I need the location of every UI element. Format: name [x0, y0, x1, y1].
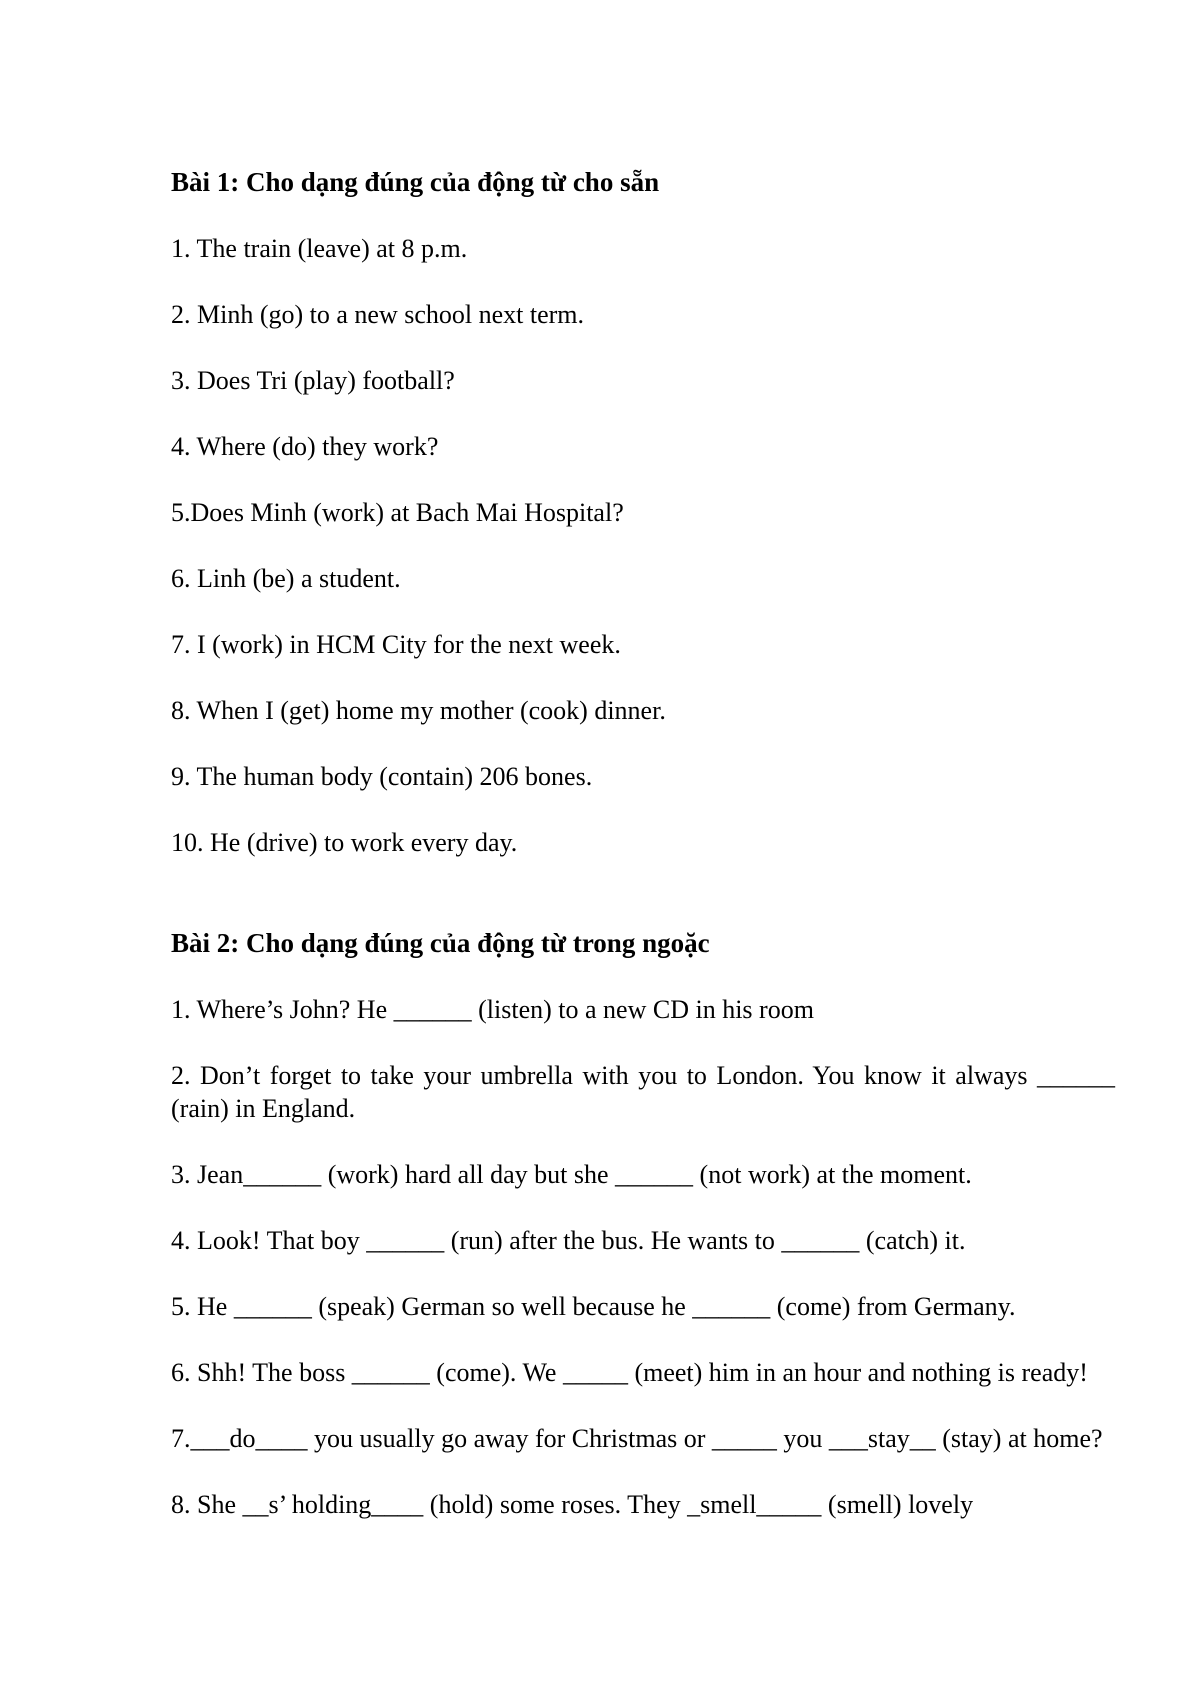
section-1-item-7: 7. I (work) in HCM City for the next week.	[171, 630, 621, 659]
section-1-item-6: 6. Linh (be) a student.	[171, 564, 401, 593]
section-1-item-3: 3. Does Tri (play) football?	[171, 366, 455, 395]
section-2-item-4: 4. Look! That boy ______ (run) after the bus. He wants to ______ (catch) it.	[171, 1226, 966, 1255]
section-2-heading: Bài 2: Cho dạng đúng của động từ trong ngoặc	[171, 928, 710, 958]
section-2-item-8: 8. She __s’ holding____ (hold) some roses. They _smell_____ (smell) lovely	[171, 1490, 974, 1519]
section-1-heading: Bài 1: Cho dạng đúng của động từ cho sẵn	[171, 167, 660, 197]
section-2-item-6: 6. Shh! The boss ______ (come). We _____ (meet) him in an hour and nothing is ready!	[171, 1358, 1088, 1387]
section-1-item-5: 5.Does Minh (work) at Bach Mai Hospital?	[171, 498, 624, 527]
section-2-item-3: 3. Jean______ (work) hard all day but she ______ (not work) at the moment.	[171, 1160, 972, 1189]
section-1-item-1: 1. The train (leave) at 8 p.m.	[171, 234, 468, 263]
section-1-item-4: 4. Where (do) they work?	[171, 432, 439, 461]
section-1-item-9: 9. The human body (contain) 206 bones.	[171, 762, 593, 791]
worksheet-page	[171, 166, 1115, 1521]
section-2-item-1: 1. Where’s John? He ______ (listen) to a new CD in his room	[171, 995, 814, 1024]
section-1-item-10: 10. He (drive) to work every day.	[171, 828, 518, 857]
section-1-item-8: 8. When I (get) home my mother (cook) dinner.	[171, 696, 666, 725]
section-2-item-2: 2. Don’t forget to take your umbrella with you to London. You know it always ______ (rain) in England.	[171, 1061, 1115, 1123]
section-1-item-2: 2. Minh (go) to a new school next term.	[171, 300, 585, 329]
section-2-item-5: 5. He ______ (speak) German so well because he ______ (come) from Germany.	[171, 1292, 1016, 1321]
section-2-item-7: 7.___do____ you usually go away for Christmas or _____ you ___stay__ (stay) at home?	[171, 1424, 1103, 1453]
